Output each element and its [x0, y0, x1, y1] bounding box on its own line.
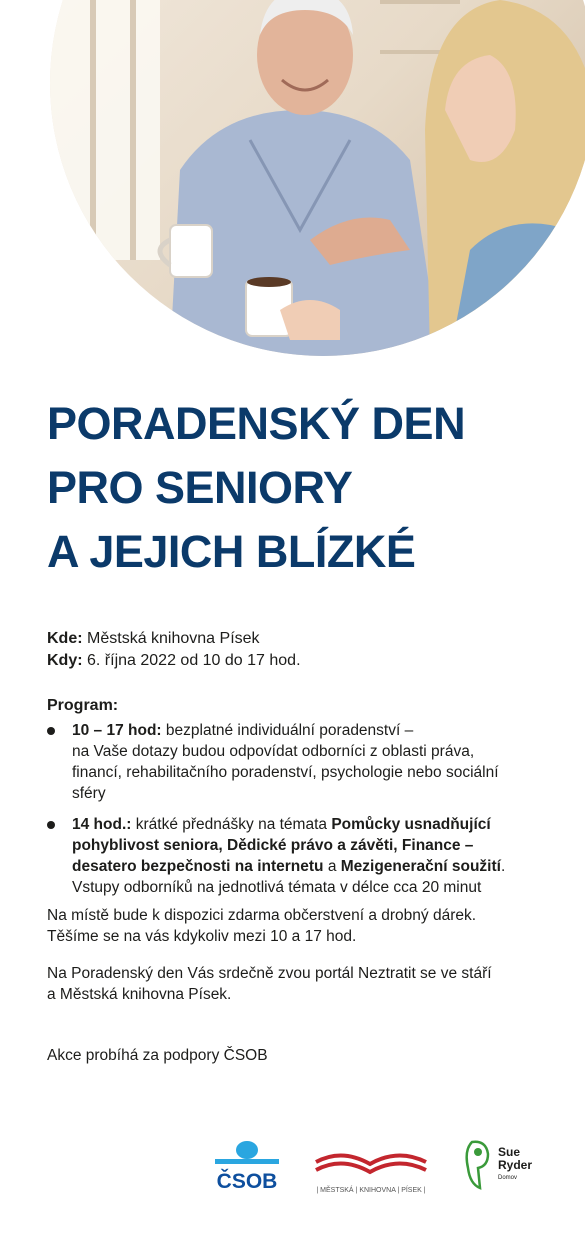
program-item-1-line-1: [72, 720, 547, 741]
invitation-text: [47, 963, 492, 1005]
title-line-1: PORADENSKÝ DEN: [47, 398, 466, 449]
refreshments-line-2: Těšíme se na vás kdykoliv mezi 10 a 17 hod.: [47, 928, 357, 945]
program-section: [47, 695, 547, 908]
program-item-2: [47, 814, 547, 898]
program-item-2-line-3: [72, 856, 547, 877]
refreshments-text: [47, 905, 476, 947]
where-row: [47, 628, 301, 650]
program-item-2-desc: krátké přednášky na témata: [135, 816, 328, 833]
program-item-2-line-1: [72, 814, 547, 835]
invitation-line-2: a Městská knihovna Písek.: [47, 986, 232, 1003]
program-item-2-line-2: [72, 835, 547, 856]
program-item-1-line-4: sféry: [72, 785, 106, 802]
when-value: 6. října 2022 od 10 do 17 hod.: [87, 652, 301, 669]
csob-logo: [213, 1140, 281, 1196]
hero-photo: [50, 0, 585, 356]
program-item-2-line-4: Vstupy odborníků na jednotlivá témata v délce cca 20 minut: [72, 879, 482, 896]
when-label: Kdy:: [47, 652, 83, 669]
sue-ryder-logo: [462, 1138, 538, 1194]
program-item-2-time: 14 hod.:: [72, 816, 132, 833]
program-item-2-conj: a: [327, 858, 337, 875]
sue-ryder-line-3: Domov: [498, 1175, 518, 1181]
program-heading: Program:: [47, 697, 119, 714]
sponsor-text: [47, 1045, 268, 1066]
sponsor-line: Akce probíhá za podpory ČSOB: [47, 1047, 268, 1064]
when-row: [47, 650, 301, 672]
program-item-2-topic-internet: desatero bezpečnosti na internetu: [72, 858, 324, 875]
program-item-1-line-2: na Vaše dotazy budou odpovídat odborníci z oblasti práva,: [72, 743, 475, 760]
page-title: [47, 392, 465, 584]
invitation-line-1: Na Poradenský den Vás srdečně zvou portál Neztratit se ve stáří: [47, 965, 492, 982]
csob-logo-text: ČSOB: [216, 1170, 278, 1193]
program-item-2-topics-2: pohyblivost seniora, Dědické právo a závěti, Finance –: [72, 837, 474, 854]
refreshments-line-1: Na místě bude k dispozici zdarma občerstvení a drobný dárek.: [47, 907, 477, 924]
title-line-2: PRO SENIORY: [47, 462, 353, 513]
photo-illustration: [50, 0, 585, 356]
bullet-icon: [47, 727, 55, 735]
program-item-2-topic-intergen: Mezigenerační soužití: [340, 858, 501, 875]
program-item-1-line-3: financí, rehabilitačního poradenství, psychologie nebo sociální: [72, 764, 499, 781]
sue-ryder-line-2: Ryder: [498, 1158, 533, 1172]
program-item-1-desc: bezplatné individuální poradenství –: [165, 722, 414, 739]
program-item-1: [47, 720, 547, 804]
title-line-3: A JEJICH BLÍZKÉ: [47, 526, 416, 577]
library-logo-text: | MĚSTSKÁ | KNIHOVNA | PÍSEK |: [316, 1187, 426, 1194]
event-info: [47, 628, 301, 672]
program-item-1-time: 10 – 17 hod:: [72, 722, 162, 739]
where-label: Kde:: [47, 630, 83, 647]
bullet-icon: [47, 821, 55, 829]
where-value: Městská knihovna Písek: [87, 630, 260, 647]
sue-ryder-line-1: Sue: [498, 1145, 521, 1159]
program-item-2-period: .: [500, 858, 506, 875]
program-item-2-topic-1: Pomůcky usnadňující: [331, 816, 491, 833]
library-logo: [312, 1140, 430, 1196]
